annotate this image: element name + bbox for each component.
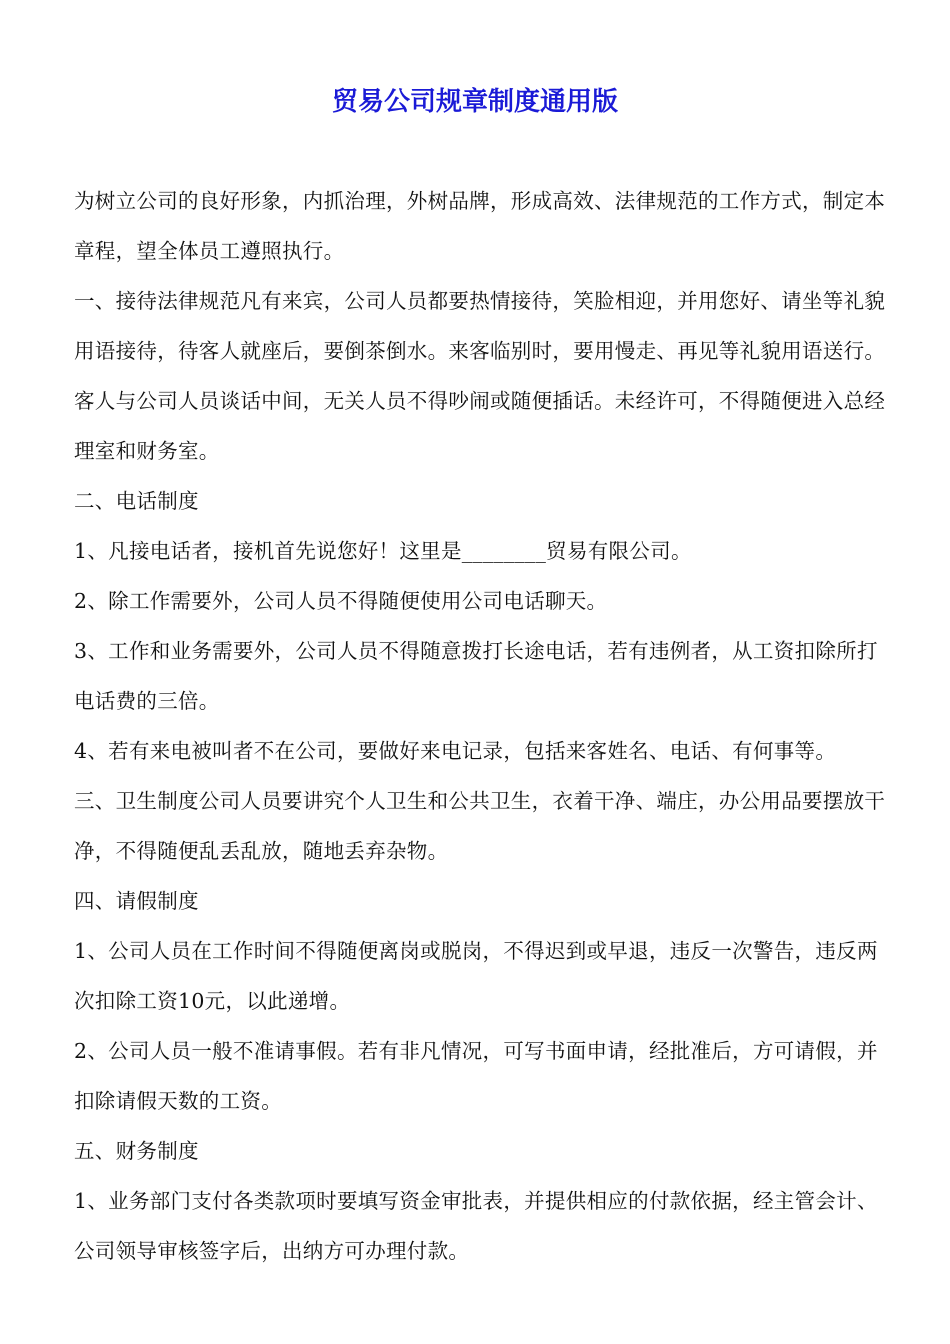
- document-title: 贸易公司规章制度通用版: [331, 87, 618, 117]
- section-heading-phone: 二、电话制度: [74, 489, 199, 513]
- finance-rule-1: 1、业务部门支付各类款项时要填写资金审批表，并提供相应的付款依据，经主管会计、公司领导审核签字后，出纳方可办理付款。: [74, 1189, 878, 1263]
- phone-rule-4: 4、若有来电被叫者不在公司，要做好来电记录，包括来客姓名、电话、有何事等。: [74, 739, 837, 763]
- phone-rule-1: 1、凡接电话者，接机首先说您好！这里是________贸易有限公司。: [74, 539, 692, 563]
- section-heading-leave: 四、请假制度: [74, 889, 199, 913]
- leave-rule-2: 2、公司人员一般不准请事假。若有非凡情况，可写书面申请，经批准后，方可请假，并扣除请假天数的工资。: [74, 1039, 878, 1113]
- section-hygiene: 三、卫生制度公司人员要讲究个人卫生和公共卫生，衣着干净、端庄，办公用品要摆放干净，不得随便乱丢乱放，随地丢弃杂物。: [74, 789, 886, 863]
- document-body: [74, 176, 890, 1276]
- leave-rule-1: 1、公司人员在工作时间不得随便离岗或脱岗，不得迟到或早退，违反一次警告，违反两次扣除工资10元，以此递增。: [74, 939, 878, 1013]
- phone-rule-3: 3、工作和业务需要外，公司人员不得随意拨打长途电话，若有违例者，从工资扣除所打电话费的三倍。: [74, 639, 878, 713]
- intro-paragraph: 为树立公司的良好形象，内抓治理，外树品牌，形成高效、法律规范的工作方式，制定本章程，望全体员工遵照执行。: [74, 189, 886, 263]
- section-reception: 一、接待法律规范凡有来宾，公司人员都要热情接待，笑脸相迎，并用您好、请坐等礼貌用语接待，待客人就座后，要倒茶倒水。来客临别时，要用慢走、再见等礼貌用语送行。客人与公司人员谈话中间，无关人员不得吵闹或随便插话。未经许可，不得随便进入总经理室和财务室。: [74, 289, 886, 463]
- phone-rule-2: 2、除工作需要外，公司人员不得随便使用公司电话聊天。: [74, 589, 608, 613]
- section-heading-finance: 五、财务制度: [74, 1139, 199, 1163]
